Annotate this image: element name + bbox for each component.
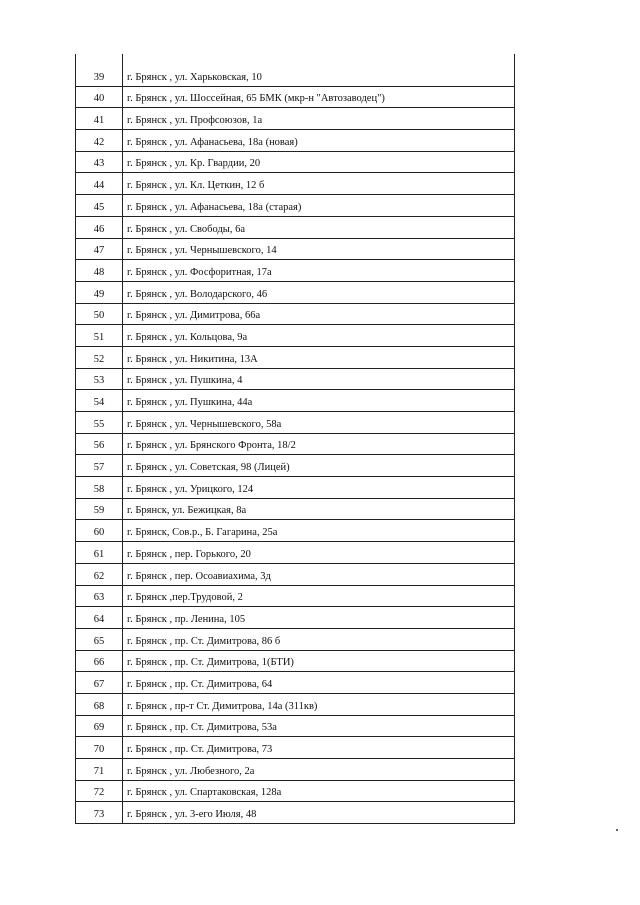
row-address: г. Брянск , пр. Ст. Димитрова, 73 [127, 744, 273, 755]
table-row [76, 325, 514, 347]
table-row [76, 152, 514, 174]
row-address: г. Брянск , ул. Пушкина, 4 [127, 375, 243, 387]
table-row [76, 716, 514, 738]
row-address: г. Брянск , ул. Советская, 98 (Лицей) [127, 462, 290, 474]
row-address: г. Брянск , пр. Ст. Димитрова, 86 б [127, 635, 281, 647]
row-number: 50 [93, 310, 105, 322]
row-number: 52 [93, 353, 105, 365]
row-address: г. Брянск , ул. Никитина, 13А [127, 353, 258, 365]
table-row [76, 542, 514, 564]
row-address: г. Брянск , пер. Горького, 20 [127, 548, 251, 560]
row-number: 51 [93, 331, 105, 343]
table-row [76, 412, 514, 434]
table-row [76, 672, 514, 694]
table-row [76, 499, 514, 521]
table-row [76, 260, 514, 282]
table-row [76, 607, 514, 629]
table-row [76, 217, 514, 239]
table-row [76, 87, 514, 109]
row-address: г. Брянск , пр. Ст. Димитрова, 64 [127, 678, 273, 690]
row-address: г. Брянск , ул. Шоссейная, 65 БМК (мкр-н "Автозаводец") [127, 93, 385, 105]
row-number: 43 [93, 158, 105, 170]
row-address: г. Брянск , ул. Чернышевского, 14 [127, 245, 277, 257]
row-number: 55 [93, 418, 105, 430]
row-number: 62 [93, 570, 105, 582]
row-address: г. Брянск , ул. Харьковская, 10 [127, 71, 262, 83]
row-address: г. Брянск , ул. Кл. Цеткин, 12 б [127, 180, 265, 192]
row-number: 41 [93, 115, 105, 127]
table-row [76, 629, 514, 651]
row-number: 44 [93, 180, 105, 192]
table-row [76, 564, 514, 586]
row-address: г. Брянск ,пер.Трудовой, 2 [127, 592, 243, 604]
row-number: 42 [93, 136, 105, 148]
row-address: г. Брянск , пер. Осоавиахима, 3д [127, 570, 271, 582]
row-address: г. Брянск , пр. Ст. Димитрова, 53а [127, 722, 277, 734]
row-number: 49 [93, 288, 105, 300]
table-row [76, 108, 514, 130]
row-address: г. Брянск , ул. Афанасьева, 18а (новая) [127, 136, 298, 148]
table-row [76, 802, 514, 824]
table-row [76, 195, 514, 217]
row-address: г. Брянск , ул. Кольцова, 9а [127, 331, 248, 343]
row-address: г. Брянск , ул. Профсоюзов, 1а [127, 115, 263, 127]
table-body [76, 65, 514, 824]
row-number: 56 [93, 440, 105, 452]
table-row [76, 455, 514, 477]
row-number: 69 [93, 722, 105, 734]
row-number: 57 [93, 462, 105, 474]
table-row [76, 651, 514, 673]
scan-speck [616, 829, 618, 831]
row-address: г. Брянск , ул. Свободы, 6а [127, 223, 246, 235]
row-number: 64 [93, 613, 105, 625]
row-address: г. Брянск , ул. 3-его Июля, 48 [127, 809, 257, 821]
row-number: 48 [93, 266, 105, 278]
row-number: 63 [93, 592, 105, 604]
table-row [76, 282, 514, 304]
row-address: г. Брянск , пр. Ст. Димитрова, 1(БТИ) [127, 657, 294, 669]
table-row [76, 434, 514, 456]
row-address: г. Брянск , ул. Пушкина, 44а [127, 397, 253, 408]
table-row [76, 520, 514, 542]
row-address: г. Брянск , ул. Кр. Гвардии, 20 [127, 158, 261, 170]
row-address: г. Брянск, ул. Бежицкая, 8а [127, 505, 247, 517]
row-address: г. Брянск , пр. Ленина, 105 [127, 613, 246, 625]
table-row [76, 347, 514, 369]
row-number: 39 [93, 71, 105, 83]
row-address: г. Брянск , ул. Володарского, 46 [127, 288, 268, 300]
row-number: 59 [93, 505, 105, 517]
row-number: 58 [93, 483, 105, 495]
table-row [76, 173, 514, 195]
row-number: 60 [93, 527, 105, 539]
row-address: г. Брянск , ул. Спартаковская, 128а [127, 787, 282, 799]
table-row [76, 477, 514, 499]
row-number: 72 [93, 787, 105, 799]
table-row [76, 759, 514, 781]
row-number: 53 [93, 375, 105, 387]
row-address: г. Брянск , ул. Фосфоритная, 17а [127, 266, 272, 278]
row-address: г. Брянск , ул. Урицкого, 124 [127, 483, 254, 495]
row-number: 67 [93, 678, 105, 690]
address-table [75, 54, 515, 824]
table-row [76, 65, 514, 87]
row-address: г. Брянск, Сов.р., Б. Гагарина, 25а [127, 527, 278, 539]
table-row [76, 586, 514, 608]
table-row [76, 239, 514, 261]
row-number: 46 [93, 223, 105, 235]
table-row [76, 130, 514, 152]
row-address: г. Брянск , пр-т Ст. Димитрова, 14а (311кв) [127, 700, 318, 712]
row-number: 65 [93, 635, 105, 647]
row-number: 66 [93, 657, 105, 669]
row-number: 47 [93, 245, 105, 257]
table-row [76, 304, 514, 326]
row-address: г. Брянск , ул. Димитрова, 66а [127, 310, 261, 322]
table-row [76, 390, 514, 412]
row-number: 70 [93, 744, 105, 755]
row-number: 68 [93, 700, 105, 712]
row-number: 54 [93, 397, 105, 408]
table-row [76, 369, 514, 391]
row-number: 40 [93, 93, 105, 105]
row-number: 73 [93, 809, 105, 821]
row-number: 71 [93, 765, 105, 777]
row-number: 61 [93, 548, 105, 560]
table-top-continuation [76, 54, 514, 65]
row-address: г. Брянск , ул. Афанасьева, 18а (старая) [127, 201, 302, 213]
table-row [76, 694, 514, 716]
row-address: г. Брянск , ул. Брянского Фронта, 18/2 [127, 440, 296, 452]
row-address: г. Брянск , ул. Чернышевского, 58а [127, 418, 282, 430]
row-address: г. Брянск , ул. Любезного, 2а [127, 765, 255, 777]
row-number: 45 [93, 201, 105, 213]
table-row [76, 737, 514, 759]
table-row [76, 781, 514, 803]
